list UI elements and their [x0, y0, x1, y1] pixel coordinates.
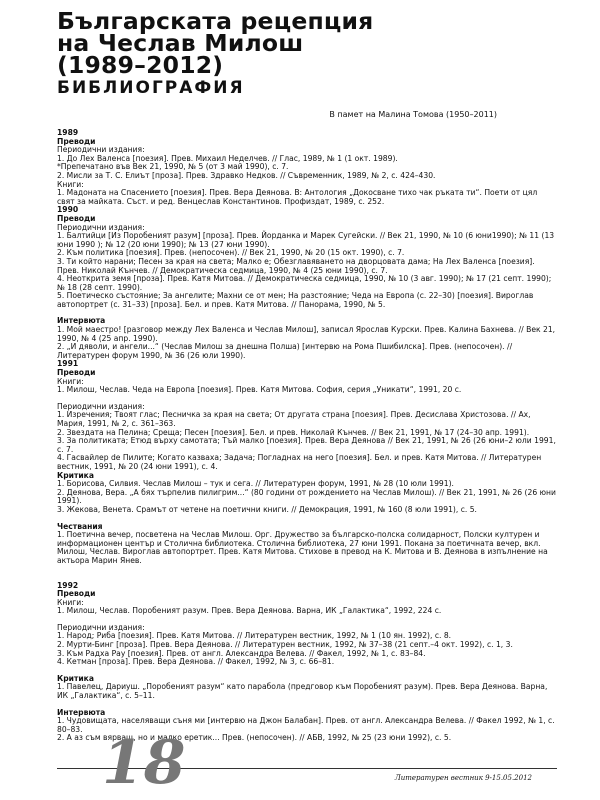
bibliography-entry: 1. Народ; Риба [поезия]. Прев. Катя Митова. // Литературен вестник, 1992, № 1 (10 ян. 1992), с. 8. [57, 631, 452, 641]
bibliography-entry: 1. Мой маестро! [разговор между Лех Валенса и Чеслав Милош], записал Ярослав Курски. Прев. Калина Бахнева. // Век 21, 1990, № 4 (25 апр. 1990). [57, 325, 556, 343]
section-heading: Интервюта [57, 316, 106, 326]
spacer [57, 309, 557, 317]
bibliography-entry: 3. Ти който нарани; Песен за края на света; Малко е; Обезглавяването на дворцовата дама; На Лех Валенса [поезия]. Прев. Николай Кънчев. // Демократическа седмица, 1990, № 4 (25 юни 1990), с. 7. [57, 256, 535, 275]
section-heading: Критика [57, 673, 94, 683]
bibliography-entry: 2. Звездата на Пелина; Среща; Песен [поезия]. Бел. и прев. Николай Кънчев. // Век 21, 1991, № 17 (24–30 апр. 1991). [57, 427, 530, 437]
bibliography-entry: 2. Деянова, Вера. „А бях търпелив пилигрим...“ (80 години от рождението на Чеслав Милош). // Век 21, 1991, № 26 (26 юни 1991). [57, 487, 556, 506]
section-heading: Преводи [57, 213, 96, 223]
bibliography-entry: Периодични издания: [57, 145, 145, 155]
spacer [57, 701, 557, 709]
page-number: 18 [102, 728, 186, 798]
section-heading: Преводи [57, 589, 96, 599]
bibliography-entry: 2. Мисли за Т. С. Елиът [проза]. Прев. Здравко Недков. // Съвременник, 1989, № 2, с. 424–430. [57, 170, 436, 180]
year-heading: 1990 [57, 205, 79, 215]
title-line-3: (1989–2012) [57, 51, 224, 79]
title-line-1: Българската рецепция [57, 7, 374, 35]
page [57, 7, 557, 743]
spacer [57, 566, 557, 574]
bibliography-entry: 3. Към Радха Рау [поезия]. Прев. от англ. Александра Велева. // Факел, 1992, № 1, с. 83–84. [57, 648, 426, 658]
bibliography-entry: Книги: [57, 376, 84, 386]
bibliography-entry: Книги: [57, 179, 84, 189]
year-heading: 1989 [57, 128, 79, 137]
bibliography-entry: 1. Балтийци [Из Поробеният разум] [проза]. Прев. Йорданка и Марек Сугейски. // Век 21, 1990, № 10 (6 юни1990); № 11 (13 юни 1990 ); № 12 (20 юни 1990); № 13 (27 юни 1990). [57, 231, 555, 249]
bibliography-entry: 4. Гасвайлер de Пилите; Когато казваха; Задача; Погладнах на него [поезия]. Бел. и прев. Катя Митова. // Литературен вестник, 1991, № 20 (24 юни 1991), с. 4. [57, 453, 542, 471]
title-line-2: на Чеслав Милош [57, 29, 304, 57]
section-heading: Чествания [57, 521, 103, 531]
section-heading: Интервюта [57, 707, 106, 717]
subtitle: БИБЛИОГРАФИЯ [57, 78, 245, 98]
bibliography-entry: Периодични издания: [57, 222, 145, 232]
bibliography-entry: 3. Жекова, Венета. Срамът от четене на поетични книги. // Демокрация, 1991, № 160 (8 юли 1991), с. 5. [57, 504, 477, 514]
year-heading: 1991 [57, 359, 79, 369]
bibliography-entry: Периодични издания: [57, 401, 145, 411]
bibliography-body [57, 129, 557, 743]
bibliography-entry: 2. А аз съм вярващ, но и малко еретик... Прев. (непосочен). // АБВ, 1992, № 25 (23 юни 1992), с. 5. [57, 733, 452, 743]
publication-info: Литературен вестник 9-15.05.2012 [394, 774, 532, 782]
spacer [57, 574, 557, 582]
section-heading: Преводи [57, 136, 96, 146]
bibliography-entry: 4. Кетман [проза]. Прев. Вера Деянова. // Факел, 1992, № 3, с. 66–81. [57, 657, 335, 667]
bibliography-entry: 1. Чудовищата, населяващи съня ми [интервю на Джон Балабан]. Прев. от англ. Александра Велева. // Факел 1992, № 1, с. 80–83. [57, 716, 555, 734]
bibliography-entry: 4. Неоткрита земя [проза]. Прев. Катя Митова. // Демократическа седмица, 1990, № 10 (3 авг. 1990); № 17 (21 септ. 1990); № 18 (28 септ. 1990). [57, 274, 552, 292]
page-title [57, 7, 557, 79]
dedication: В памет на Малина Томова (1950–2011) [329, 110, 497, 119]
spacer [57, 515, 557, 523]
bibliography-entry: 2. Мурти-Бинг [проза]. Прев. Вера Деянова. // Литературен вестник, 1992, № 37–38 (21 септ.–4 окт. 1992), с. 1, 3. [57, 640, 513, 650]
spacer [57, 667, 557, 675]
bibliography-entry: *Препечатано във Век 21, 1990, № 5 (от 3 май 1990), с. 7. [57, 162, 289, 172]
bibliography-entry: Книги: [57, 597, 84, 607]
bibliography-entry: 2. „И дяволи, и ангели...“ (Чеслав Милош за днешна Полша) [интервю на Рома Пшибилска]. Прев. (непосочен). // Литературен форум 1990, № 36 (26 юли 1990). [57, 342, 513, 360]
bibliography-entry: 1. Милош, Чеслав. Поробеният разум. Прев. Вера Деянова. Варна, ИК „Галактика“, 1992, 224 с. [57, 606, 442, 616]
year-heading: 1992 [57, 580, 79, 590]
bibliography-entry: 1. Павелец, Дариуш. „Поробеният разум“ като парабола (предговор към Поробеният разум). Прев. Вера Деянова. Варна, ИК „Галактика“, с. 5–11. [57, 682, 548, 701]
section-heading: Критика [57, 470, 94, 480]
bibliography-entry: 5. Поетическо състояние; За ангелите; Махни се от мен; На разстояние; Чеда на Европа (с. 22–30) [поезия]. Вироглав автопортрет (с. 31–33) [проза]. Бел. и прев. Катя Митова. // Панорама, 1990, № 5. [57, 291, 534, 309]
bibliography-entry: 1. Борисова, Силвия. Чеслав Милош – тук и сега. // Литературен форум, 1991, № 28 (10 юли 1991). [57, 479, 454, 489]
bibliography-entry: 2. Към политика [поезия]. Прев. (непосочен). // Век 21, 1990, № 20 (15 окт. 1990), с. 7. [57, 248, 405, 258]
bibliography-entry: 3. За политиката; Етюд върху самотата; Тъй малко [поезия]. Прев. Вера Деянова // Век 21, 1991, № 26 (26 юни–2 юли 1991, с. 7. [57, 436, 556, 454]
bibliography-entry: 1. Милош, Чеслав. Чеда на Европа [поезия]. Прев. Катя Митова. София, серия „Уникати“, 1991, 20 с. [57, 385, 462, 395]
page-footer [57, 728, 557, 798]
bibliography-entry: Периодични издания: [57, 622, 145, 632]
bibliography-entry: 1. Поетична вечер, посветена на Чеслав Милош. Орг. Дружество за българско-полска солидарност, Полски културен и информационен център и Столична библиотека. Столична библиотека, 27 юни 1991. Покана за поетичната вечер, вкл. Милош, Чеслав. Вироглав автопортрет. Прев. Катя Митова. Стихове в превод на К. Митова и В. Деянова в изпълнение на актьора Марин Янев. [57, 530, 548, 565]
bibliography-entry: 1. Изречения; Твоят глас; Песничка за края на света; От другата страна [поезия]. Прев. Десислава Христозова. // Ах, Мария, 1991, № 2, с. 361–363. [57, 410, 531, 428]
bibliography-entry: 1. До Лех Валенса [поезия]. Прев. Михаил Неделчев. // Глас, 1989, № 1 (1 окт. 1989). [57, 153, 398, 163]
bibliography-entry: 1. Мадоната на Спасението [поезия]. Прев. Вера Деянова. В: Антология „Докосване тихо чак ръката ти“. Поети от цял свят за майката. Съст. и ред. Венцеслав Константинов. Профиздат, 1989, с. 252. [57, 188, 538, 206]
section-heading: Преводи [57, 368, 96, 378]
